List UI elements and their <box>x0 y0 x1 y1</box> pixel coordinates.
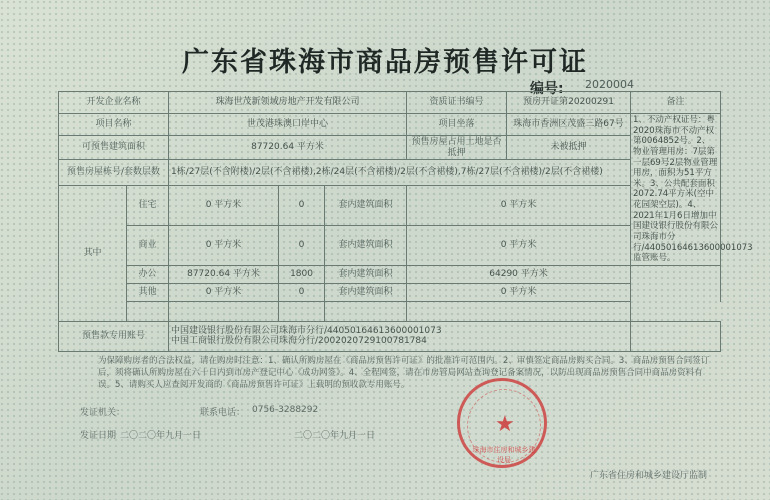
seal-star-icon: ★ <box>495 412 515 437</box>
office-units: 1800 <box>279 265 325 283</box>
document-title: 广东省珠海市商品房预售许可证 <box>182 47 588 78</box>
permit-table <box>58 91 753 352</box>
other-area: 0 平方米 <box>169 283 279 301</box>
office-inner-label: 套内建筑面积 <box>325 265 407 283</box>
official-seal <box>457 378 547 468</box>
other-inner-label: 套内建筑面积 <box>325 283 407 301</box>
area-label: 可预售建筑面积 <box>59 136 169 160</box>
other-label: 其他 <box>127 283 169 301</box>
residential-inner-value: 0 平方米 <box>407 186 631 226</box>
project-label: 项目名称 <box>59 114 169 136</box>
cert-number-label: 编号: <box>530 81 564 97</box>
project-value: 世茂港珠澳口岸中心 <box>169 114 407 136</box>
bottom-note: 广东省住房和城乡建设厅监制 <box>590 471 708 481</box>
account-label: 预售款专用账号 <box>59 321 169 351</box>
issuing-authority-label: 发证机关： <box>80 408 126 418</box>
remark-label: 备注 <box>631 92 721 114</box>
commercial-label: 商业 <box>127 225 169 265</box>
mortgage-value: 未被抵押 <box>507 136 631 160</box>
account-blank <box>631 321 721 351</box>
mortgage-label: 预售房屋占用土地是否抵押 <box>407 136 507 160</box>
developer-value: 珠海世茂新领域房地产开发有限公司 <box>169 92 407 114</box>
office-label: 办公 <box>127 265 169 283</box>
buildings-label: 预售房屋栋号/套数层数 <box>59 160 169 186</box>
commercial-inner-value: 0 平方米 <box>407 225 631 265</box>
reg-label: 资质证书编号 <box>407 92 507 114</box>
blank-under-other <box>127 301 169 321</box>
blank-inner-value <box>407 301 631 321</box>
issue-date-label: 发证日期 <box>80 431 117 441</box>
phone-label: 联系电话： <box>200 408 246 418</box>
commercial-units: 0 <box>279 225 325 265</box>
notice-text: 为保障购房者的合法权益，请在购房时注意：1、确认所购房屋在《商品房预售许可证》的批准许可范围内。2、审慎签定商品房购买合同。3、商品房预售合同签订后，须将确认所购房屋在六十日内到市房产登记中心《成功网签》。4、全程网签，请在市房管局网站查询登记备案情况，以防出现商品房预售合同中商品房资料有误。5、请购买人应查阅开发商的《商品房预售许可证》上载明的预收款专用账号。 <box>98 356 710 390</box>
blank-area <box>169 301 279 321</box>
buildings-value: 1栋/27层(不含附楼)/2层(不含裙楼),2栋/24层(不含裙楼)/2层(不含裙楼),7栋/27层(不含裙楼)/2层(不含裙楼) <box>169 160 631 186</box>
residential-label: 住宅 <box>127 186 169 226</box>
cert-number-value: 2020004 <box>585 78 634 91</box>
commercial-inner-label: 套内建筑面积 <box>325 225 407 265</box>
phone-value: 0756-3288292 <box>252 405 319 415</box>
developer-label: 开发企业名称 <box>59 92 169 114</box>
location-label: 项目坐落 <box>407 114 507 136</box>
seal-text: 珠海市住房和城乡建设局 <box>472 446 536 464</box>
reg-value: 预房开证第20200291 <box>507 92 631 114</box>
location-value: 珠海市香洲区茂盛三路67号 <box>507 114 631 136</box>
area-value: 87720.64 平方米 <box>169 136 407 160</box>
other-inner-value: 0 平方米 <box>407 283 631 301</box>
in-label: 其中 <box>59 186 127 322</box>
account-line-2: 中国工商银行股份有限公司珠海分行/2002020729100781784 <box>171 336 427 347</box>
residential-inner-label: 套内建筑面积 <box>325 186 407 226</box>
office-area: 87720.64 平方米 <box>169 265 279 283</box>
remark-text: 1、不动产权证号：粤2020珠海市不动产权第0064852号。2、物业管理用房：7层第一层69号2层物业管理用房，面积为51平方米。3、公共配套面积2072.74平方米(空中花园架空层)。4、2021年1月6日增加中国建设银行股份有限公司珠海市分行/44050164613600001073监管账号。 <box>631 114 721 266</box>
issue-date-value: 二〇二〇年九月一日 <box>120 431 202 441</box>
blank-inner-label <box>325 301 407 321</box>
commercial-area: 0 平方米 <box>169 225 279 265</box>
other-units: 0 <box>279 283 325 301</box>
blank-units <box>279 301 325 321</box>
residential-units: 0 <box>279 186 325 226</box>
residential-area: 0 平方米 <box>169 186 279 226</box>
office-inner-value: 64290 平方米 <box>407 265 631 283</box>
issue-date-value-2: 二〇二〇年九月一日 <box>294 431 376 441</box>
account-line-1: 中国建设银行股份有限公司珠海市分行/44050164613600001073 <box>171 325 442 336</box>
account-values <box>169 321 631 351</box>
